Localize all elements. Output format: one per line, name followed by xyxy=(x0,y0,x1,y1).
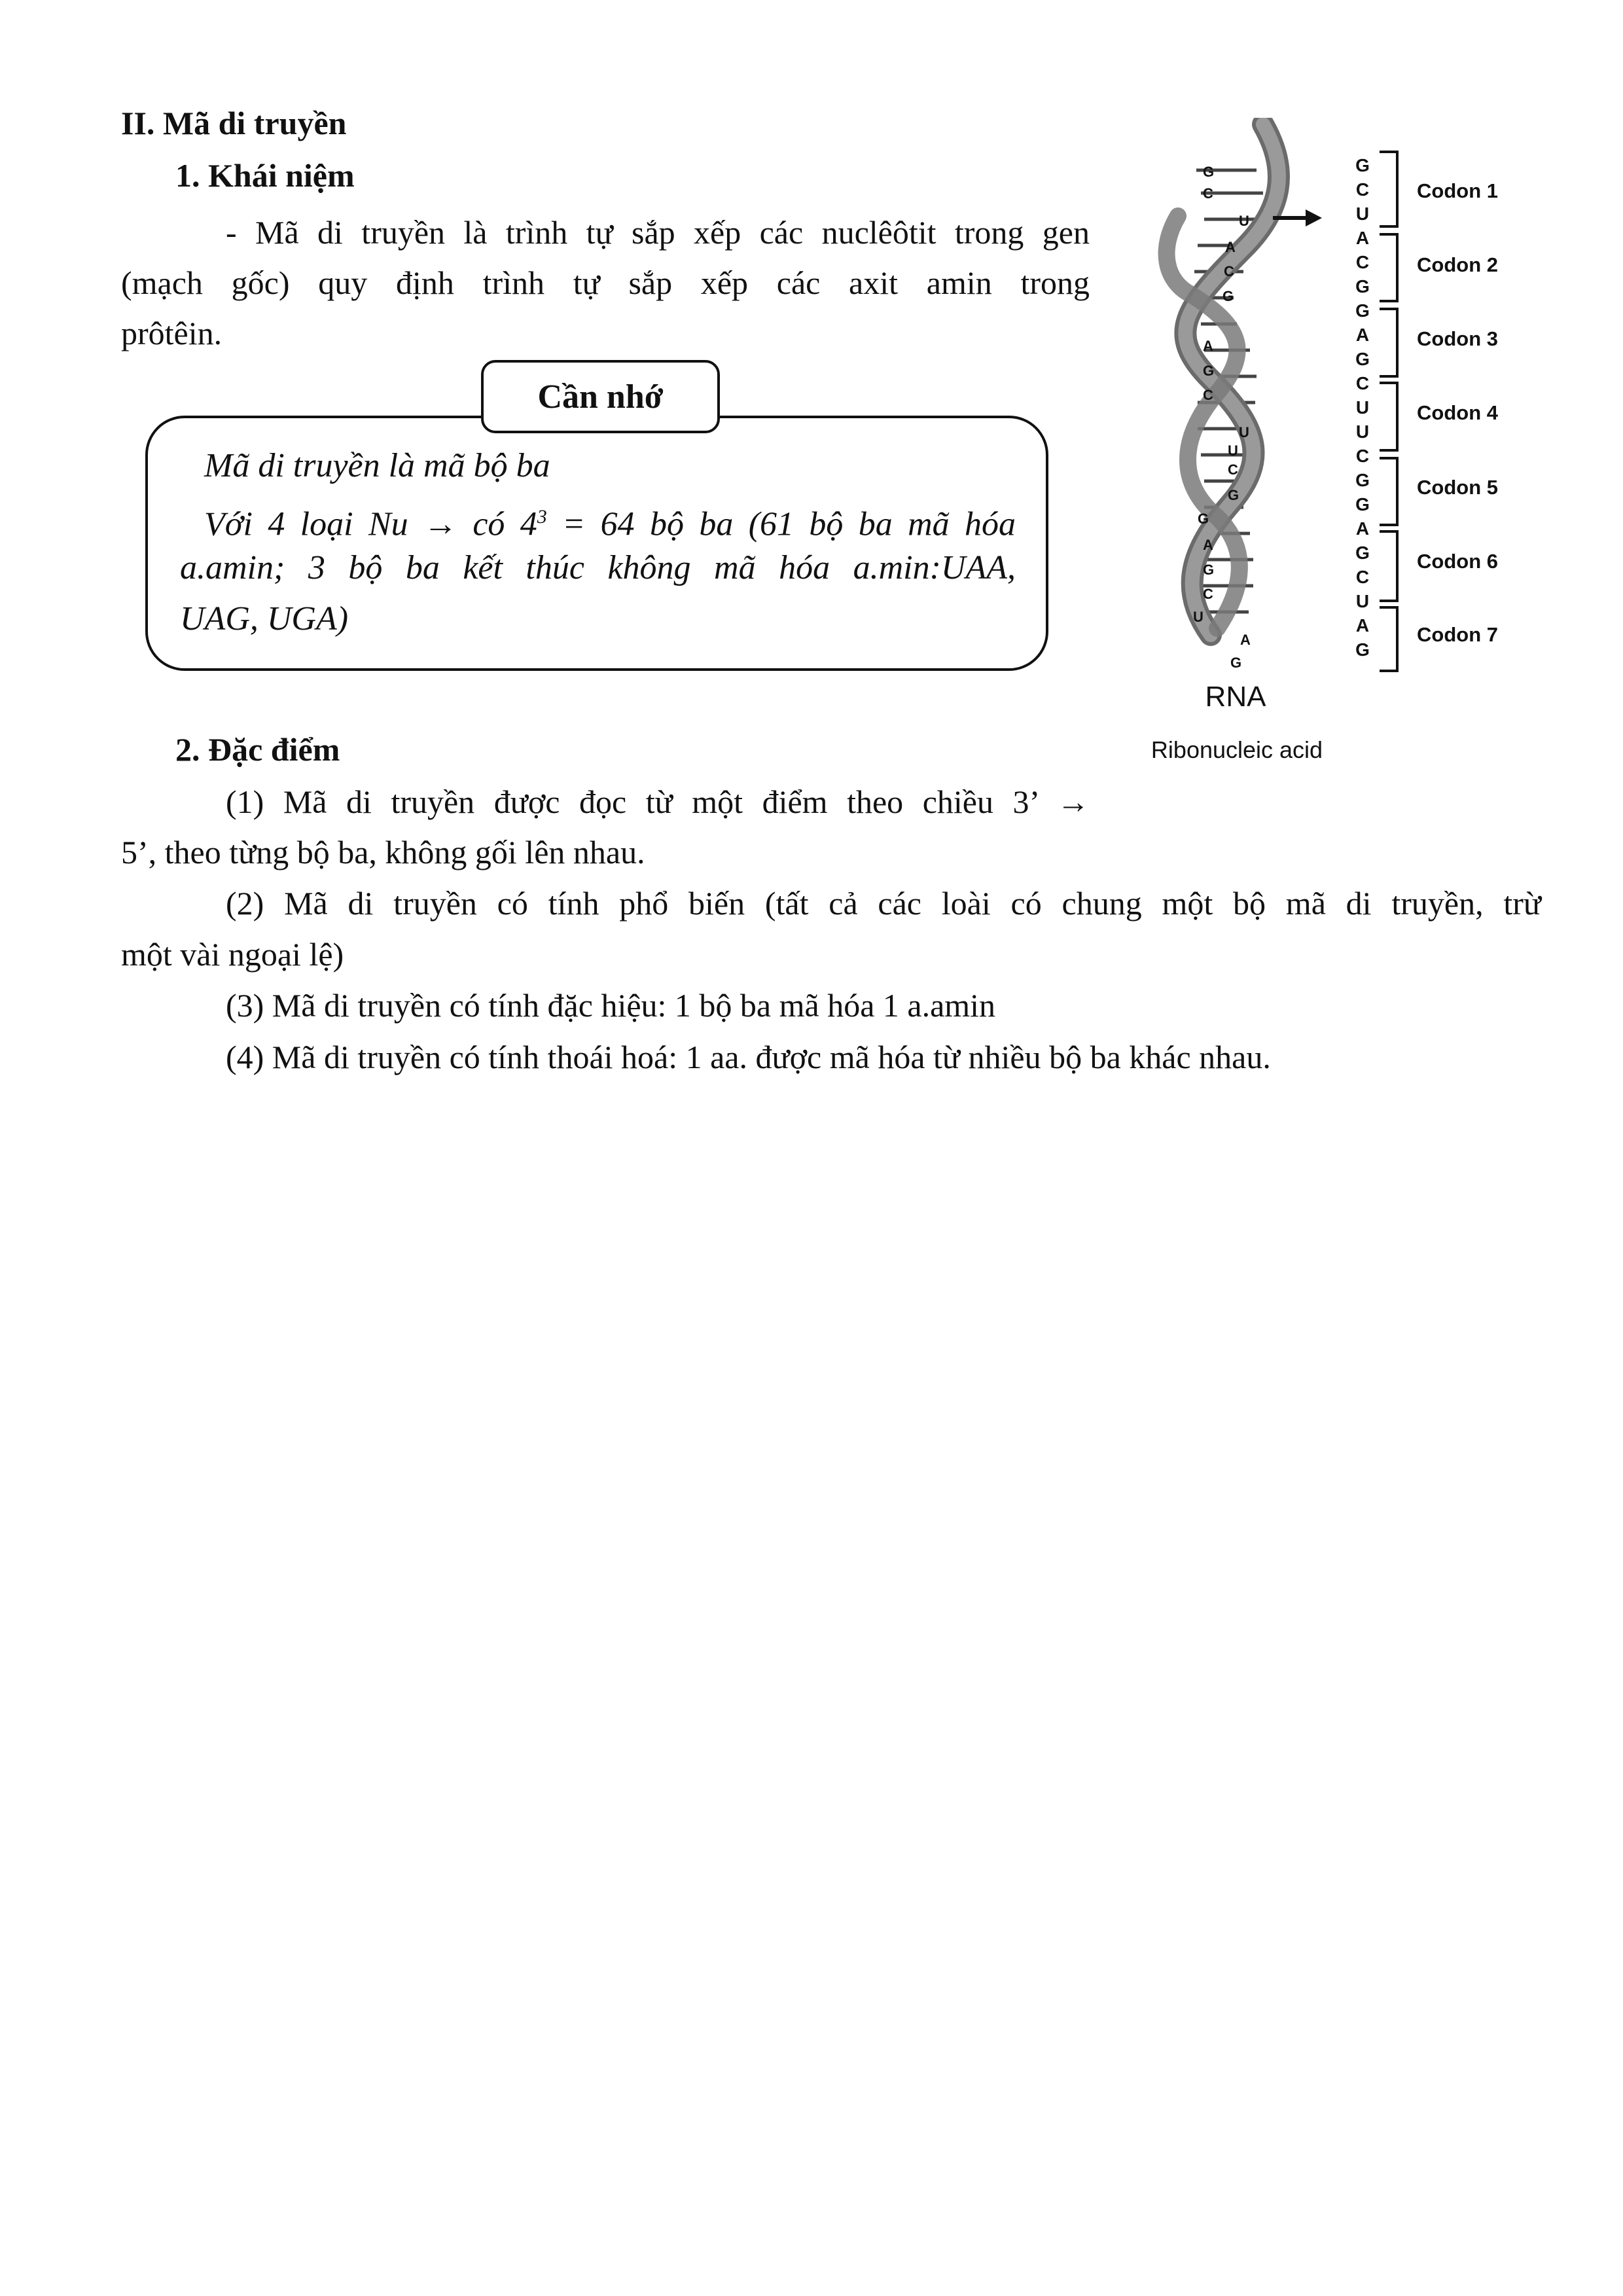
feature-line-3: (2) Mã di truyền có tính phổ biến (tất cả các loài có chung một bộ mã di truyền, trừ xyxy=(226,885,1541,922)
strand-letter: G xyxy=(1203,164,1215,180)
figure-caption: Ribonucleic acid xyxy=(1150,736,1323,763)
seq-letter: C xyxy=(1355,373,1370,393)
strand-letter: G xyxy=(1198,511,1209,527)
figure-title: RNA xyxy=(1205,681,1266,713)
strand-letter: A xyxy=(1203,537,1213,553)
seq-letter: C xyxy=(1355,567,1370,587)
note-title: Cần nhớ xyxy=(481,360,720,433)
strand-letter: U xyxy=(1193,609,1204,625)
section-heading: II. Mã di truyền xyxy=(121,105,347,141)
strand-letter: C xyxy=(1203,185,1213,202)
seq-letter: U xyxy=(1355,204,1370,224)
concept-line-1: - Mã di truyền là trình tự sắp xếp các nuclêôtit trong gen xyxy=(226,214,1090,251)
seq-letter: C xyxy=(1355,252,1370,272)
seq-letter: U xyxy=(1355,397,1370,418)
note-line-4: UAG, UGA) xyxy=(180,600,349,637)
codon-brackets xyxy=(1380,152,1397,671)
strand-letter: C xyxy=(1203,586,1213,602)
codon-label: Codon 6 xyxy=(1417,550,1498,573)
note-line-2-suffix: = 64 bộ ba (61 bộ ba mã hóa xyxy=(546,505,1016,543)
strand-letter: G xyxy=(1203,363,1215,379)
seq-letter: A xyxy=(1355,325,1370,345)
seq-letter: G xyxy=(1355,276,1370,296)
seq-letter: C xyxy=(1355,446,1370,466)
note-line-2-prefix: Với 4 loại Nu → có 4 xyxy=(204,505,537,543)
strand-letter: G xyxy=(1228,487,1240,503)
concept-line-2: (mạch gốc) quy định trình tự sắp xếp các axit amin trong xyxy=(121,264,1090,301)
note-line-3: a.amin; 3 bộ ba kết thúc không mã hóa a.min:UAA, xyxy=(180,549,1016,586)
codon-label: Codon 1 xyxy=(1417,179,1498,202)
seq-letter: G xyxy=(1355,300,1370,321)
concept-heading: 1. Khái niệm xyxy=(175,157,355,194)
strand-letter: C xyxy=(1224,263,1234,279)
strand-letter: U xyxy=(1239,213,1249,229)
seq-letter: G xyxy=(1355,494,1370,514)
codon-label: Codon 3 xyxy=(1417,327,1498,350)
concept-line-3: prôtêin. xyxy=(121,315,223,351)
seq-letter: G xyxy=(1355,470,1370,490)
note-line-1: Mã di truyền là mã bộ ba xyxy=(204,447,550,484)
feature-line-6: (4) Mã di truyền có tính thoái hoá: 1 aa. được mã hóa từ nhiều bộ ba khác nhau. xyxy=(226,1039,1271,1075)
features-heading: 2. Đặc điểm xyxy=(175,731,340,768)
feature-line-4: một vài ngoại lệ) xyxy=(121,936,344,973)
codon-label: Codon 7 xyxy=(1417,623,1498,646)
seq-letter: U xyxy=(1355,591,1370,611)
strand-letter: C xyxy=(1203,387,1213,403)
strand-letter: U xyxy=(1228,442,1238,459)
seq-letter: G xyxy=(1355,349,1370,369)
strand-letter: G xyxy=(1222,288,1234,304)
strand-letter: G xyxy=(1203,562,1215,578)
strand-letter: U xyxy=(1239,424,1249,440)
seq-letter: A xyxy=(1355,615,1370,636)
strand-letter: G xyxy=(1230,655,1242,671)
feature-line-5: (3) Mã di truyền có tính đặc hiệu: 1 bộ ba mã hóa 1 a.amin xyxy=(226,987,996,1024)
seq-letter: G xyxy=(1355,155,1370,175)
codon-label: Codon 2 xyxy=(1417,253,1498,276)
strand-letter: C xyxy=(1228,461,1238,478)
seq-letter: G xyxy=(1355,543,1370,563)
seq-letter: G xyxy=(1355,639,1370,660)
strand-letter: A xyxy=(1203,338,1213,354)
seq-letter: C xyxy=(1355,179,1370,200)
codon-label: Codon 4 xyxy=(1417,401,1498,424)
note-line-2-sup: 3 xyxy=(537,506,547,528)
strand-letter: A xyxy=(1225,239,1236,255)
feature-line-2: 5’, theo từng bộ ba, không gối lên nhau. xyxy=(121,834,645,870)
strand-letter: A xyxy=(1240,632,1251,648)
seq-letter: A xyxy=(1355,518,1370,539)
seq-letter: A xyxy=(1355,228,1370,248)
seq-letter: U xyxy=(1355,422,1370,442)
feature-line-1: (1) Mã di truyền được đọc từ một điểm theo chiều 3’ → xyxy=(226,783,1090,820)
codon-label: Codon 5 xyxy=(1417,476,1498,499)
